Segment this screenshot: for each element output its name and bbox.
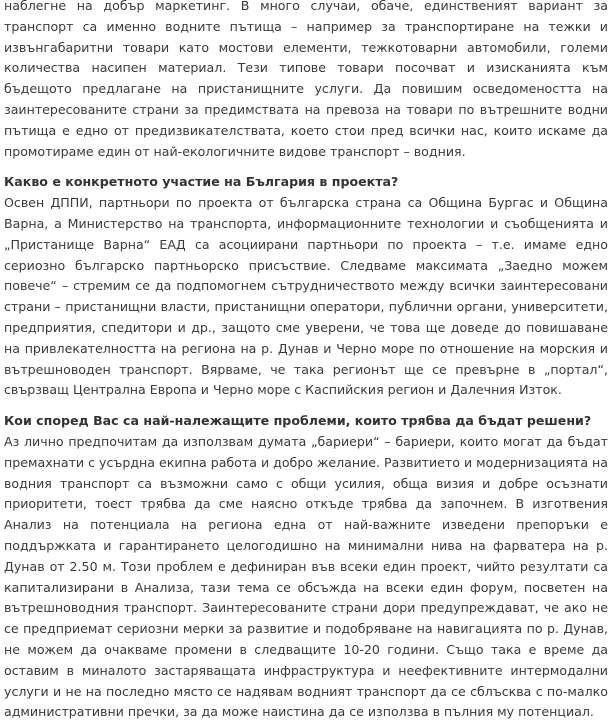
section-heading-bulgaria-participation: Какво е конкретното участие на България в проекта? bbox=[4, 174, 399, 190]
section-heading-main-problems: Кои според Вас са най-належащите проблеми, които трябва да бъдат решени? bbox=[4, 413, 592, 429]
intro-paragraph: наблегне на добър маркетинг. В много случаи, обаче, единственият вариант за транспорт са именно водните пътища – например за транспортиране на тежки и извънгабаритни товари като мостови елементи, тежкотоварни автомобили, големи количества насипен материал. Тези типове товари посочват и изисканията към бъдещото предлагане на пристанищните услуги. Да повишим осведомеността на заинтересованите страни за предимствата на превоза на товари по вътрешните водни пътища е едно от предизвикателствата, което стои пред всички нас, които искаме да промотираме един от най-екологичните видове транспорт – водния. bbox=[4, 0, 608, 159]
section-paragraph-main-problems: Аз лично предпочитам да използвам думата „бариери“ – бариери, които могат да бъдат премахнати с усърдна екипна работа и добро желание. Развитието и модернизацията на водния транспорт са възможни само с общи усилия, обща визия и добре осъзнати приоритети, тоест трябва да сме наясно откъде трябва да започнем. В изготвения Анализ на потенциала на региона една от най-важните изведени препоръки е поддържката и гарантирането целогодишно на минимални нива на фарватера на р. Дунав от 2.50 м. Този проблем е дефиниран във всеки един проект, чийто резултати са капитализирани в Анализа, тази тема се обсъжда на всеки един форум, посветен на вътрешноводния транспорт. Заинтересованите страни дори предупреждават, че ако не се предприемат сериозни мерки за развитие и подобряване на навигацията по р. Дунав, не можем да очакваме промени в следващите 10-20 години. Също така е време да оставим в миналото застаряващата инфраструктура и неефективните интермодални услуги и не на последно място се надявам водният транспорт да се сблъсква с по-малко административни пречки, за да може наистина да се използва в пълния му потенциал. bbox=[4, 433, 608, 720]
section-paragraph-bulgaria-participation: Освен ДППИ, партньори по проекта от българска страна са Община Бургас и Община Варна, а Министерство на транспорта, информационните технологии и съобщенията и „Пристанище Варна“ ЕАД са асоциирани партньори по проекта – т.е. имаме едно сериозно българско партньорско присъствие. Следваме максимата „Заедно можем повече“ – стремим се да подпомогнем сътрудничеството между всички заинтересовани страни – пристанищни власти, пристанищни оператори, публични органи, университети, предприятия, спедитори и др., защото сме уверени, че това ще доведе до повишаване на привлекателността на региона на р. Дунав и Черно море по отношение на морския и вътрешноводен транспорт. Вярваме, че така регионът ще се превърне в „портал“, свързващ Централна Европа и Черно море с Каспийския регион и Далечния Изток. bbox=[4, 195, 608, 398]
